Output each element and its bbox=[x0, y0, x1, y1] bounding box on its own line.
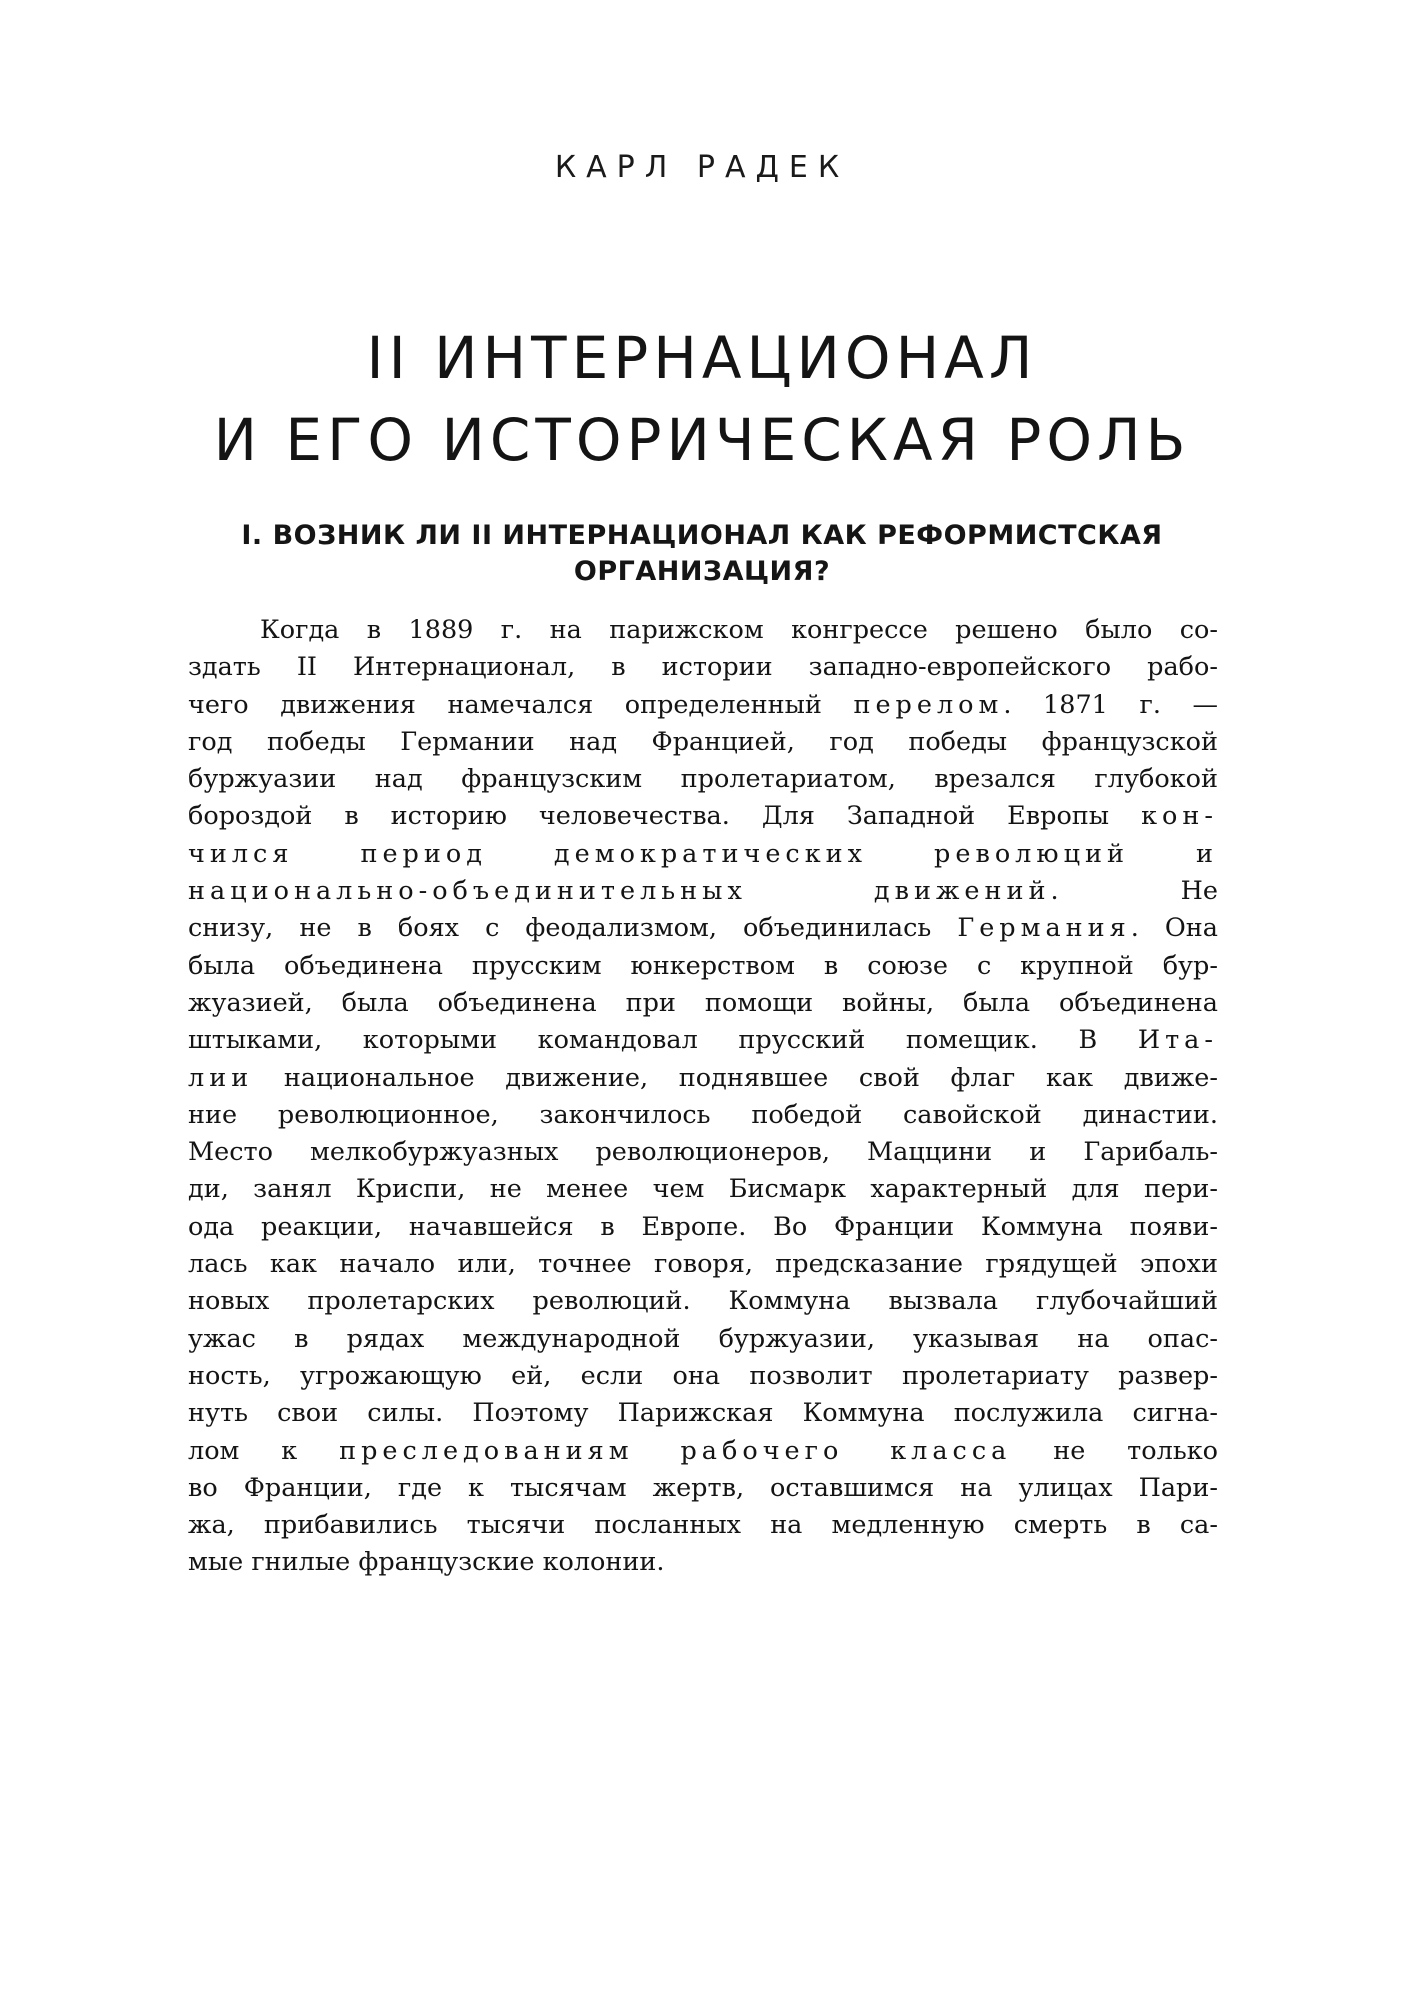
text-line: была объединена прусским юнкерством в союзе с крупной бур- bbox=[188, 950, 1218, 981]
text-line: ность, угрожающую ей, если она позволит пролетариату развер- bbox=[188, 1360, 1218, 1391]
text-line: ди, занял Криспи, не менее чем Бисмарк характерный для пери- bbox=[188, 1174, 1218, 1205]
text-run: национальное движение, поднявшее свой флаг как движе- bbox=[253, 1062, 1218, 1093]
text-line: Когда в 1889 г. на парижском конгрессе решено было со- bbox=[260, 615, 1218, 645]
text-line: год победы Германии над Францией, год победы французской bbox=[188, 726, 1218, 757]
spaced-emphasis: перелом bbox=[853, 689, 1004, 720]
text-line bbox=[188, 873, 1218, 910]
text-line: буржуазии над французским пролетариатом, врезался глубокой bbox=[188, 764, 1218, 795]
spaced-emphasis: Германия bbox=[957, 913, 1131, 944]
text-line: ода реакции, начавшейся в Европе. Во Франции Коммуна появи- bbox=[188, 1211, 1218, 1242]
body-paragraph bbox=[188, 612, 1218, 1582]
spaced-emphasis: кон- bbox=[1141, 801, 1218, 832]
text-line bbox=[188, 1433, 1218, 1470]
text-run: снизу, не в боях с феодализмом, объединилась bbox=[188, 913, 958, 944]
section-heading bbox=[160, 518, 1244, 590]
spaced-emphasis-line: чился период демократических революций и bbox=[188, 838, 1218, 869]
text-run: лом к bbox=[188, 1435, 340, 1466]
text-line bbox=[188, 798, 1218, 835]
title-line-1: II ИНТЕРНАЦИОНАЛ bbox=[366, 323, 1038, 392]
text-line: ние революционное, закончилось победой савойской династии. bbox=[188, 1099, 1218, 1130]
text-run: бороздой в историю человечества. Для Западной Европы bbox=[188, 801, 1142, 832]
text-run: чего движения намечался определенный bbox=[188, 689, 854, 720]
text-line bbox=[188, 910, 1218, 947]
text-line: жа, прибавились тысячи посланных на медленную смерть в са- bbox=[188, 1510, 1218, 1541]
spaced-emphasis: преследованиям рабочего класса bbox=[339, 1435, 1012, 1466]
text-line: во Франции, где к тысячам жертв, оставшимся на улицах Пари- bbox=[188, 1472, 1218, 1503]
text-line: нуть свои силы. Поэтому Парижская Коммуна послужила сигна- bbox=[188, 1398, 1218, 1429]
text-line: лась как начало или, точнее говоря, предсказание грядущей эпохи bbox=[188, 1249, 1218, 1280]
article-title bbox=[0, 317, 1404, 481]
text-line: жуазией, была объединена при помощи войны, была объединена bbox=[188, 987, 1218, 1018]
text-line bbox=[188, 687, 1218, 724]
section-heading-line-2: ОРГАНИЗАЦИЯ? bbox=[573, 556, 831, 588]
title-line-2: И ЕГО ИСТОРИЧЕСКАЯ РОЛЬ bbox=[213, 405, 1191, 474]
text-run: не только bbox=[1011, 1435, 1218, 1466]
text-line: Место мелкобуржуазных революционеров, Маццини и Гарибаль- bbox=[188, 1137, 1218, 1168]
spaced-emphasis: Ита- bbox=[1137, 1025, 1218, 1056]
spaced-emphasis: лии bbox=[188, 1062, 254, 1093]
text-line bbox=[188, 1022, 1218, 1059]
text-line: ужас в рядах международной буржуазии, указывая на опас- bbox=[188, 1323, 1218, 1354]
text-run: . Не bbox=[1050, 876, 1218, 907]
text-run: штыками, которыми командовал прусский помещик. В bbox=[188, 1025, 1138, 1056]
text-line: новых пролетарских революций. Коммуна вызвала глубочайший bbox=[188, 1286, 1218, 1317]
author-name: КАРЛ РАДЕК bbox=[554, 150, 850, 185]
text-run: . 1871 г. — bbox=[1003, 689, 1218, 720]
text-line bbox=[188, 1060, 1218, 1097]
spaced-emphasis: национально-объединительных движений bbox=[188, 876, 1051, 907]
section-heading-line-1: I. ВОЗНИК ЛИ II ИНТЕРНАЦИОНАЛ КАК РЕФОРМИСТСКАЯ bbox=[241, 520, 1163, 552]
text-run: . Она bbox=[1130, 913, 1218, 944]
text-line: здать II Интернационал, в истории западно-европейского рабо- bbox=[188, 652, 1218, 683]
text-line: мые гнилые французские колонии. bbox=[188, 1547, 665, 1578]
